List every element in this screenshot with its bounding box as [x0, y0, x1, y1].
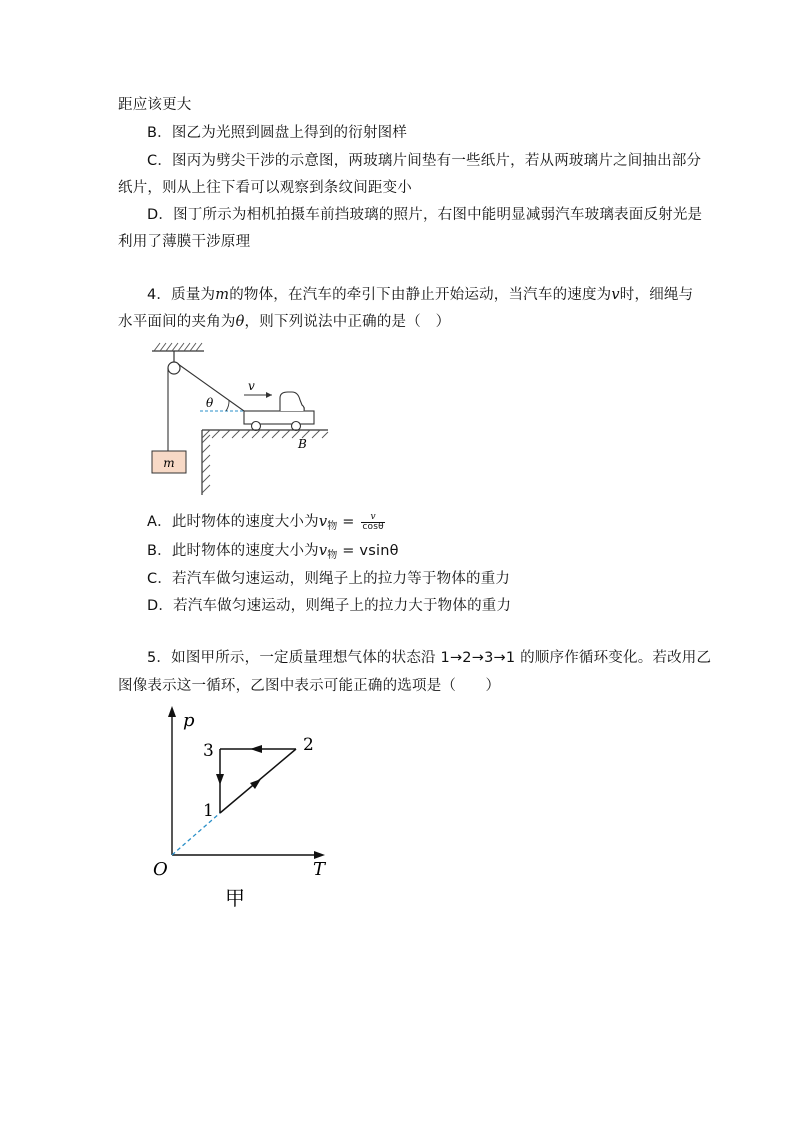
q4-option-b-rhs: = vsinθ — [337, 543, 399, 559]
q4-option-b-lhs: v — [318, 543, 328, 559]
arrow-2-to-3 — [250, 745, 262, 753]
car-wheel-rear — [292, 422, 301, 431]
point-3-label: 3 — [203, 741, 214, 761]
q4-option-c: C．若汽车做匀速运动，则绳子上的拉力等于物体的重力 — [147, 571, 511, 587]
q3-option-d-line1: D．图丁所示为相机拍摄车前挡玻璃的照片，右图中能明显减弱汽车玻璃表面反射光是 — [147, 207, 703, 223]
point-b-label: B — [298, 437, 307, 451]
car-wheel-front — [252, 422, 261, 431]
q4-stem-b: 的物体，在汽车的牵引下由静止开始运动，当汽车的速度为 — [229, 287, 612, 303]
q4-stem-c: 时，细绳与 — [619, 287, 694, 303]
q4-pulley-car-figure — [140, 335, 340, 500]
q5-stem-line1: 5．如图甲所示，一定质量理想气体的状态沿 1→2→3→1 的顺序作循环变化。若改用乙 — [147, 650, 712, 666]
q4-option-a-fraction — [361, 513, 384, 532]
origin-label: O — [153, 859, 168, 880]
q4-stem2-b: ，则下列说法中正确的是（ ） — [244, 314, 451, 330]
q4-option-a-sub: 物 — [327, 521, 338, 532]
ground-hatch — [202, 430, 328, 493]
velocity-arrowhead — [266, 392, 272, 398]
arrow-3-to-1 — [216, 774, 224, 785]
q4-stem-line2 — [118, 312, 450, 332]
velocity-label: v — [248, 379, 255, 393]
arrow-1-to-2 — [250, 779, 261, 789]
q4-stem-a: 4．质量为 — [147, 287, 216, 303]
q3-continuation: 距应该更大 — [118, 97, 192, 113]
t-axis-arrowhead — [314, 851, 325, 859]
q4-stem-line1 — [147, 285, 693, 305]
theta-label: θ — [206, 396, 214, 410]
q4-option-a — [147, 512, 385, 534]
car-cab — [280, 392, 304, 411]
q3-option-c-line1: C．图丙为劈尖干涉的示意图，两玻璃片间垫有一些纸片，若从两玻璃片之间抽出部分 — [147, 153, 702, 169]
q4-var-m: m — [215, 287, 230, 303]
q4-option-b-sub: 物 — [327, 550, 338, 561]
point-1-label: 1 — [203, 801, 214, 821]
q5-pt-graph — [145, 700, 345, 915]
mass-label: m — [163, 456, 175, 470]
q4-option-b — [147, 541, 399, 563]
p-axis-label: p — [183, 710, 195, 731]
q4-option-a-den: cosθ — [362, 521, 384, 532]
q4-var-theta: θ — [235, 314, 245, 330]
q3-option-c-line2: 纸片，则从上往下看可以观察到条纹间距变小 — [118, 180, 412, 196]
q4-stem2-a: 水平面间的夹角为 — [118, 314, 236, 330]
q4-option-a-lhs: v — [318, 514, 328, 530]
q4-option-a-prefix: A．此时物体的速度大小为 — [147, 514, 319, 530]
figure-caption: 甲 — [225, 886, 245, 910]
q4-option-a-num: v — [361, 513, 384, 523]
q3-option-d-line2: 利用了薄膜干涉原理 — [118, 234, 251, 250]
q4-option-d: D．若汽车做匀速运动，则绳子上的拉力大于物体的重力 — [147, 598, 512, 614]
ceiling-hatch — [154, 343, 202, 351]
t-axis-label: T — [313, 859, 326, 880]
q4-var-v: v — [611, 287, 620, 303]
q4-option-a-eq: = — [337, 514, 360, 530]
q5-stem-line2: 图像表示这一循环，乙图中表示可能正确的选项是（ ） — [118, 678, 501, 694]
q3-option-b: B．图乙为光照到圆盘上得到的衍射图样 — [147, 125, 408, 141]
point-2-label: 2 — [303, 735, 314, 755]
angle-arc — [226, 400, 229, 411]
p-axis-arrowhead — [168, 706, 176, 717]
q4-option-b-prefix: B．此时物体的速度大小为 — [147, 543, 319, 559]
